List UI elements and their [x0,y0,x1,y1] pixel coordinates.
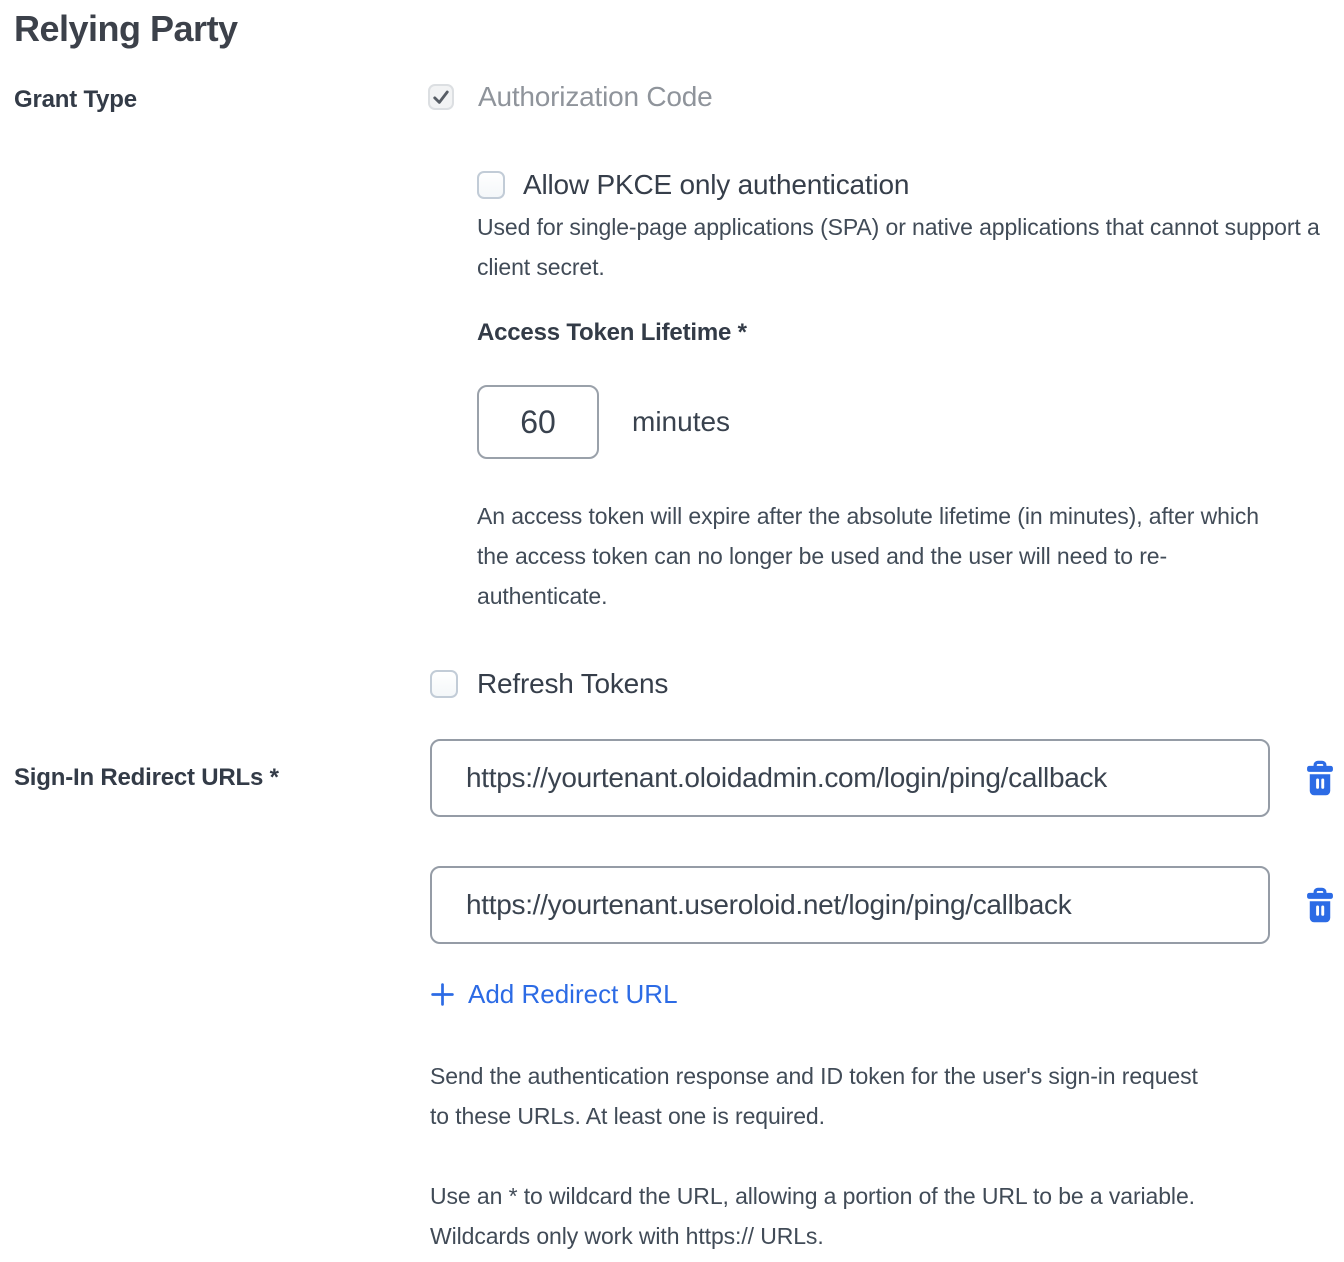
delete-redirect-url-2-button[interactable] [1306,887,1334,923]
grant-type-label: Grant Type [14,86,137,113]
refresh-tokens-checkbox[interactable] [430,670,458,698]
sign-in-redirect-urls-label: Sign-In Redirect URLs * [14,764,279,791]
access-token-lifetime-input[interactable] [477,385,599,459]
pkce-label: Allow PKCE only authentication [523,169,910,200]
add-redirect-url-button[interactable] [430,979,678,1010]
refresh-tokens-label: Refresh Tokens [477,668,669,699]
pkce-checkbox[interactable] [477,171,505,199]
redirect-url-input-2[interactable] [430,866,1270,944]
authorization-code-label: Authorization Code [478,81,713,112]
access-token-lifetime-unit: minutes [632,406,731,437]
delete-redirect-url-1-button[interactable] [1306,760,1334,796]
refresh-tokens-option [430,668,668,700]
redirect-urls-help-text-2: Use an * to wildcard the URL, allowing a portion of the URL to be a variable. Wildcards only work with https:// URLs. [430,1183,1195,1249]
pkce-description: Used for single-page applications (SPA) or native applications that cannot support a client secret. [477,214,1320,280]
authorization-code-option [428,82,713,112]
page-title: Relying Party [14,8,238,49]
checkmark-icon [431,87,451,107]
add-redirect-url-label: Add Redirect URL [468,979,678,1009]
access-token-lifetime-description: An access token will expire after the absolute lifetime (in minutes), after which the access token can no longer be used and the user will need to re-authenticate. [477,503,1259,609]
redirect-url-input-1[interactable] [430,739,1270,817]
trash-icon [1306,760,1334,796]
access-token-lifetime-row [477,385,730,459]
access-token-lifetime-label: Access Token Lifetime * [477,319,747,346]
pkce-option [477,169,909,201]
authorization-code-checkbox[interactable] [428,84,454,110]
trash-icon [1306,887,1334,923]
plus-icon [430,982,455,1007]
redirect-urls-help-text-1: Send the authentication response and ID token for the user's sign-in request to these URLs. At least one is required. [430,1063,1198,1129]
